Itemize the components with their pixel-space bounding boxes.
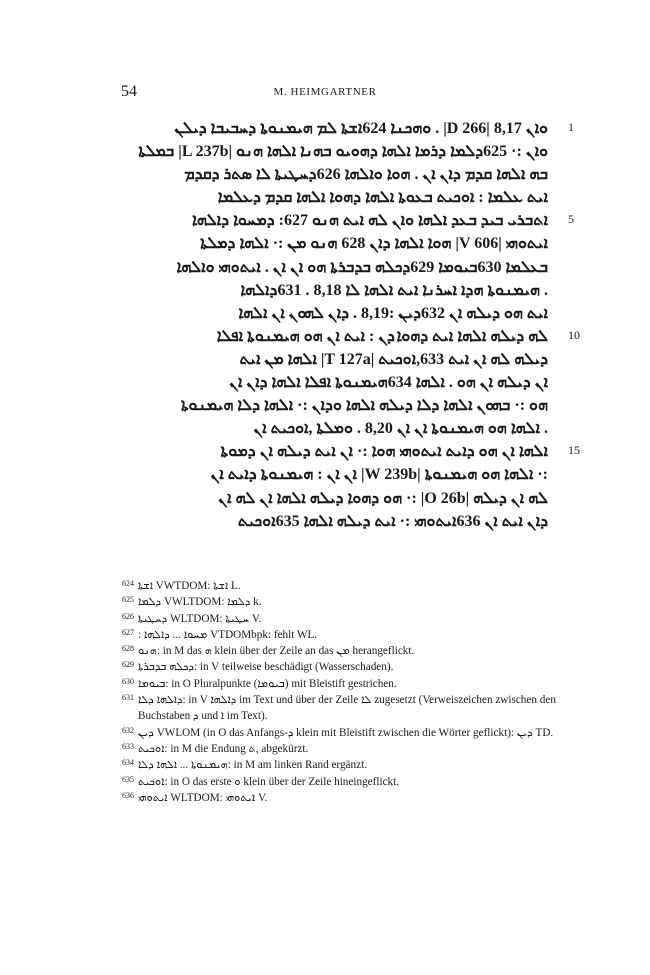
text-line	[118, 511, 548, 534]
footnote-text: ܐܝܬܘܗܝ WLTDOM: ܐܝܬܘܗܝ V.	[138, 791, 268, 804]
text-line	[118, 118, 574, 141]
text-line	[118, 233, 548, 256]
text-line	[118, 349, 548, 372]
line-text: ܠܗ ܐܢ ܕܝܠܗ |O 26b| :· ܗܘ ܕܗܘܐ ܕܝܠܗ ܐܠܗܐ ܐܢ ܠܗ ܐܢ	[218, 489, 548, 507]
footnote-text: ܐܘܟܝܬ: in O das erste ܘ klein über der Zeile hineingeflickt.	[138, 775, 400, 788]
footnote-number: 625	[122, 595, 134, 605]
footnote-number: 629	[122, 660, 134, 670]
footnote-number: 634	[122, 758, 134, 768]
line-text: ܒܗ ܐܠܗܐ ܩܕܡ ܕܐܢ ܐܢ . ܗܘܐ ܘܐܠܗܐ 626ܕܚܛܝܬܐ ܠܐ ܣܬܪ ܕܩܕܡ	[184, 166, 548, 184]
line-text: ܐܝܬܘܗܝ |V 606| ܗܘܐ ܐܠܗܐ ܕܐܢ 628 ܗܢܘ ܡܢ :· ܐܠܗܐ ܕܡܠܬܐ	[200, 235, 548, 253]
line-text: ܠܗ ܕܝܠܗ ܐܠܗܐ ܐܝܬ ܕܗܘܐ ܕܢ : ܐܝܬ ܐܢ ܗܘ ܗܝܡܢܘܬܐ ܐܦܠܐ	[216, 327, 548, 345]
line-text: ܐܠܗܐ ܐܢ ܗܘ ܕܐܝܬ ܐܝܬܘܗܝ ܗܘܐ :· ܐܢ ܐܝܬ ܕܝܠܗ ܐܢ ܕܡܘܬܐ	[220, 443, 548, 461]
footnote-number: 628	[122, 644, 134, 654]
footnote	[118, 692, 558, 725]
footnote-number: 630	[122, 676, 134, 686]
text-line	[118, 280, 548, 303]
text-line	[118, 187, 548, 210]
footnote	[118, 790, 558, 806]
line-text: ܐܝܬ ܗܘ ܕܝܠܗ ܐܢ 632ܕܝܢ :8,19 . ܕܐܢ ܠܗܘܢ ܐܢ ܐܠܗܐ	[238, 304, 548, 322]
running-head: M. HEIMGARTNER	[273, 86, 377, 98]
text-line	[118, 395, 548, 418]
footnote-number: 626	[122, 611, 134, 621]
line-number: 10	[568, 327, 580, 342]
text-line	[118, 210, 574, 233]
page-number: 54	[121, 83, 137, 100]
footnote-text: ܕܐܠܗܐ ܕܠܐ: in V ܕܐܠܗܐ im Text und über der Zeile ܠܐ zugesetzt (Verweiszeichen zwischen den Buchstaben ܕ und ܐ im Text).	[138, 694, 559, 723]
line-text: ܕܝܠܗ ܠܗ ܐܢ ܐܝܬ 633,ܐܘܟܝܬ |T 127a| ܐܠܗܐ ܡܢ ܐܝܬ	[239, 350, 548, 368]
text-line	[118, 326, 580, 349]
footnote	[118, 757, 558, 773]
line-text: ܒܥܠܡܐ 630ܒܝܘܡܐ 629ܕܟܠܗ ܒܕܒܪܬܐ ܗܘ ܐܢ ܐܢ . ܐܝܬܘܗܝ ܘܐܠܗܐ	[176, 258, 548, 276]
footnote-number: 632	[122, 725, 134, 735]
line-text: ܕܐܢ ܐܝܬ ܐܢ 636ܐܝܬܘܗܝ :· ܐܝܬ ܕܝܠܗ ܐܠܗܐ 635ܐܘܟܝܬ	[237, 512, 548, 530]
main-text-block	[118, 118, 580, 534]
line-number: 15	[568, 443, 580, 458]
footnote-text: ܐܘܟܝܬ: in M die Endung ܬ, abgekürzt.	[138, 742, 309, 755]
footnote-number: 627	[122, 627, 134, 637]
footnote-number: 633	[122, 741, 134, 751]
footnote-text: : ܡܚܘܐ ... ܕܐܠܗܐ VTDOMbpk: fehlt WL.	[138, 628, 318, 641]
line-text: :· ܐܠܗܐ ܗܘ ܗܝܡܢܘܬܐ |W 239b| ܐܢ ܐܢ : ܗܝܡܢܘܬܐ ܕܐܝܬ ܐܢ	[210, 466, 548, 484]
footnote	[118, 774, 558, 790]
footnote-text: ܗܢܘ: in M das ܗ klein über der Zeile an das ܡܢ herangeflickt.	[138, 645, 415, 658]
footnote	[118, 741, 558, 757]
line-text: . ܗܝܡܢܘܬܐ ܗܕܐ ܐܚܪܢܐ ܐܝܬ ܐܠܗܐ ܠܐ 8,18 . 631ܕܐܠܗܐ	[240, 281, 548, 299]
footnote	[118, 676, 558, 692]
footnote-text: ܗܝܡܢܘܬܐ ... ܐܠܗܐ ܕܠܐ: in M am linken Rand ergänzt.	[138, 759, 367, 772]
text-line	[118, 141, 548, 164]
line-text: ܐܢ ܕܝܠܗ ܐܢ ܗܘ . ܐܠܗܐ 634ܗܝܡܢܘܬܐ ܐܦܠܐ ܐܠܗܐ ܕܐܢ ܐܢ	[229, 374, 548, 392]
text-line	[118, 418, 548, 441]
footnotes	[118, 578, 558, 806]
text-line	[118, 372, 548, 395]
footnote	[118, 627, 558, 643]
footnote-number: 636	[122, 790, 134, 800]
footnote-text: ܒܝܘܡܐ: in O Pluralpunkte (ܒܝܘܡܐ) mit Bleistift gestrichen.	[138, 677, 397, 690]
line-text: ܘܐܢ :· 625ܕܠܡܐ ܕܪܡܐ ܐܠܗܐ ܕܗܘܝܘ ܒܗܢܐ ܐܠܗܐ ܗܢܘ |L 237b| ܒܡܠܬܐ	[138, 143, 548, 161]
footnote-number: 635	[122, 774, 134, 784]
footnote-text: ܐܫܬܐ VWTDOM: ܐܫܬܐ L.	[138, 580, 241, 592]
text-line	[118, 303, 548, 326]
footnote	[118, 659, 558, 675]
footnote	[118, 611, 558, 627]
text-line	[118, 257, 548, 280]
text-line	[118, 441, 580, 464]
line-text: ܗܘ :· ܒܗܘܢ ܐܠܗܐ ܕܠܐ ܕܝܠܗ ܐܠܗܐ ܘܕܐܢ :· ܐܠܗܐ ܕܠܐ ܗܝܡܢܘܬܐ	[180, 397, 548, 415]
footnote-text: ܕܝܢ VWLOM (in O das Anfangs-ܕ klein mit Bleistift zwischen die Wörter geflickt): ܕܝܢ TD.	[138, 726, 554, 739]
line-text: ܐܝܬ ܥܠܡܐ : ܐܘܟܝܬ ܒܥܘܬܐ ܐܠܗܐ ܕܗܘܐ ܐܠܗܐ ܩܕܡ ܕܥܠܡܐ	[217, 189, 548, 207]
text-line	[118, 464, 548, 487]
footnote	[118, 643, 558, 659]
line-text: . ܐܠܗܐ ܗܘ ܗܝܡܢܘܬܐ ܐܢ ܐܢ 8,20 . ܘܡܠܬܐ ,ܐܘܟܝܬ ܐܢ	[253, 420, 548, 438]
line-text: ܐܬܒܪܝ ܒܝܕ ܒܥܕ ܐܠܗܐ ܘܐܢ ܠܗ ܐܝܬ ܗܢܘ 627: ܕܡܚܘܐ ܕܐܠܗܐ	[192, 212, 548, 230]
line-number: 5	[568, 212, 574, 227]
footnote	[118, 725, 558, 741]
footnote-number: 624	[122, 579, 134, 588]
footnote-text: ܕܚܛܝܬܐ WLTDOM: ܚܛܝܬܐ V.	[138, 612, 262, 625]
footnote	[118, 578, 558, 594]
text-line	[118, 164, 548, 187]
footnote	[118, 594, 558, 610]
line-text: ܘܐܢ 8,17 |D 266| . ܘܗܟܢܐ 624ܐܫܬܐ ܠܡ ܗܝܡܢܘܬܐ ܕܚܒܝܒܐ ܕܝܠܢ	[174, 120, 548, 137]
line-number: 1	[568, 120, 574, 134]
footnote-number: 631	[122, 693, 134, 703]
text-line	[118, 488, 548, 511]
footnote-text: ܕܠܡܐ VWLTDOM: ܕܠܡܐ k.	[138, 596, 262, 609]
footnote-text: ܕܟܠܗ ܒܕܒܪܬܐ: in V teilweise beschädigt (Wasserschaden).	[138, 661, 394, 674]
